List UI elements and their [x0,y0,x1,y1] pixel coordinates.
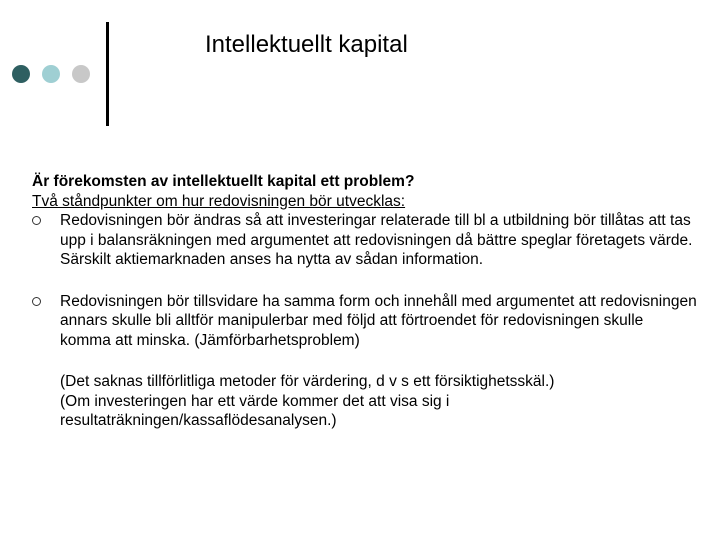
bullet-circle-icon [32,216,41,225]
bullet-text: Redovisningen bör ändras så att investeringar relaterade till bl a utbildning bör tillåtas att tas upp i balansräkningen med argumentet att redovisningen då bättre speglar företagets värde. Särskilt aktiemarknaden anses ha nytta av sådan information. [60,212,693,268]
bullet-item [32,292,697,351]
content-subheading: Två ståndpunkter om hur redovisningen bör utvecklas: [32,192,406,210]
decorative-dot-light [42,65,60,83]
slide-title: Intellektuellt kapital [205,31,408,58]
decorative-dot-dark [12,65,30,83]
bullet-text: Redovisningen bör tillsvidare ha samma form och innehåll med argumentet att redovisningen annars skulle bli alltför manipulerbar med följd att förtroendet för redovisningen skulle komma att minska. (Jämförbarhetsproblem) [60,292,697,349]
note-text: (Om investeringen har ett värde kommer det att visa sig i resultaträkningen/kassaflödesanalysen.) [60,392,450,429]
note-block [32,372,697,431]
title-divider-line [106,22,109,126]
note-text: (Det saknas tillförlitliga metoder för värdering, d v s ett försiktighetsskäl.) [60,373,555,390]
bullet-item [32,211,697,270]
bullet-circle-icon [32,297,41,306]
decorative-dot-gray [72,65,90,83]
slide-content [32,172,697,431]
content-heading: Är förekomsten av intellektuellt kapital ett problem? [32,173,415,190]
